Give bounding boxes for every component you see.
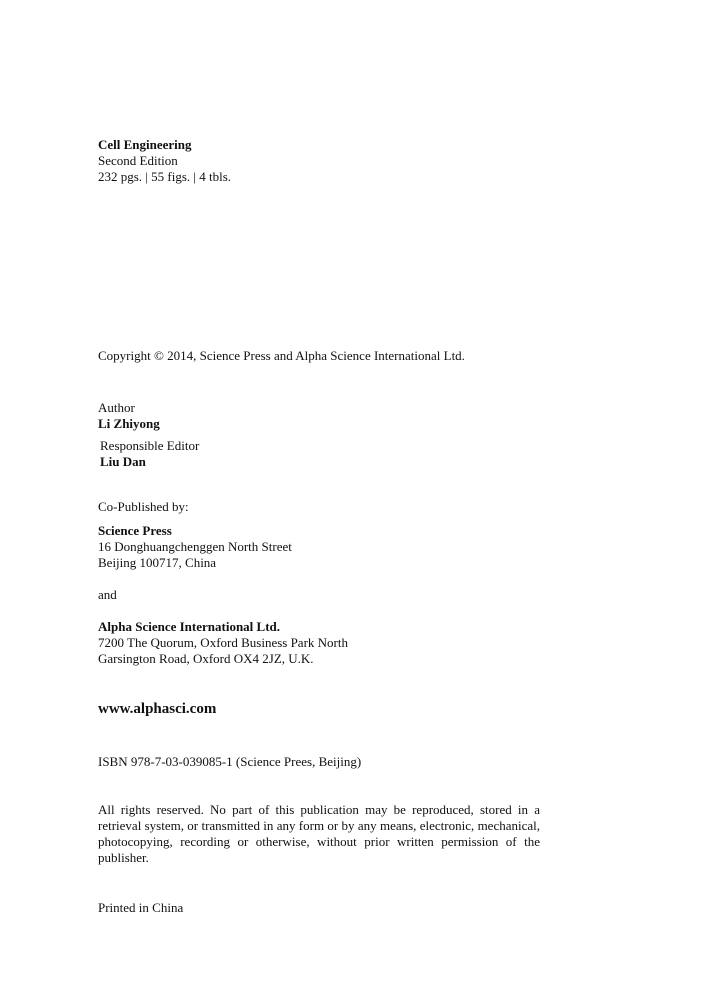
publisher-name: Alpha Science International Ltd. — [98, 619, 281, 634]
publisher-connector — [98, 587, 117, 603]
publisher-address-line: 16 Donghuangchenggen North Street — [98, 539, 292, 554]
editor-label: Responsible Editor — [100, 438, 200, 453]
publisher-alpha-science — [98, 619, 348, 667]
publisher-name: Science Press — [98, 523, 172, 538]
publisher-address-line: Garsington Road, Oxford OX4 2JZ, U.K. — [98, 651, 314, 666]
rights-notice: All rights reserved. No part of this publication may be reproduced, stored in a retrieval system, or transmitted in any form or by any means, electronic, mechanical, photocopying, recording or otherwise, without prior written permission of the publisher. — [98, 802, 540, 865]
isbn-line: ISBN 978-7-03-039085-1 (Science Prees, Beijing) — [98, 754, 362, 769]
and-text: and — [98, 587, 117, 602]
copyright-section — [98, 348, 465, 364]
publisher-address-line: 7200 The Quorum, Oxford Business Park North — [98, 635, 348, 650]
copyright-line: Copyright © 2014, Science Press and Alpha Science International Ltd. — [98, 348, 465, 363]
co-published-heading-block — [98, 499, 189, 515]
book-title: Cell Engineering — [98, 137, 192, 152]
printed-block — [98, 900, 183, 916]
website-block — [98, 700, 216, 718]
printed-line: Printed in China — [98, 900, 184, 915]
book-stats: 232 pgs. | 55 figs. | 4 tbls. — [98, 169, 232, 184]
book-info — [98, 137, 231, 185]
website-url: www.alphasci.com — [98, 701, 217, 717]
editor-name: Liu Dan — [100, 454, 146, 469]
co-published-heading: Co-Published by: — [98, 499, 189, 514]
publisher-address-line: Beijing 100717, China — [98, 555, 217, 570]
publisher-science-press — [98, 523, 292, 571]
rights-block — [98, 802, 540, 866]
author-name: Li Zhiyong — [98, 416, 160, 431]
author-section — [98, 400, 199, 470]
isbn-block — [98, 754, 361, 770]
author-label: Author — [98, 400, 135, 415]
book-edition: Second Edition — [98, 153, 178, 168]
